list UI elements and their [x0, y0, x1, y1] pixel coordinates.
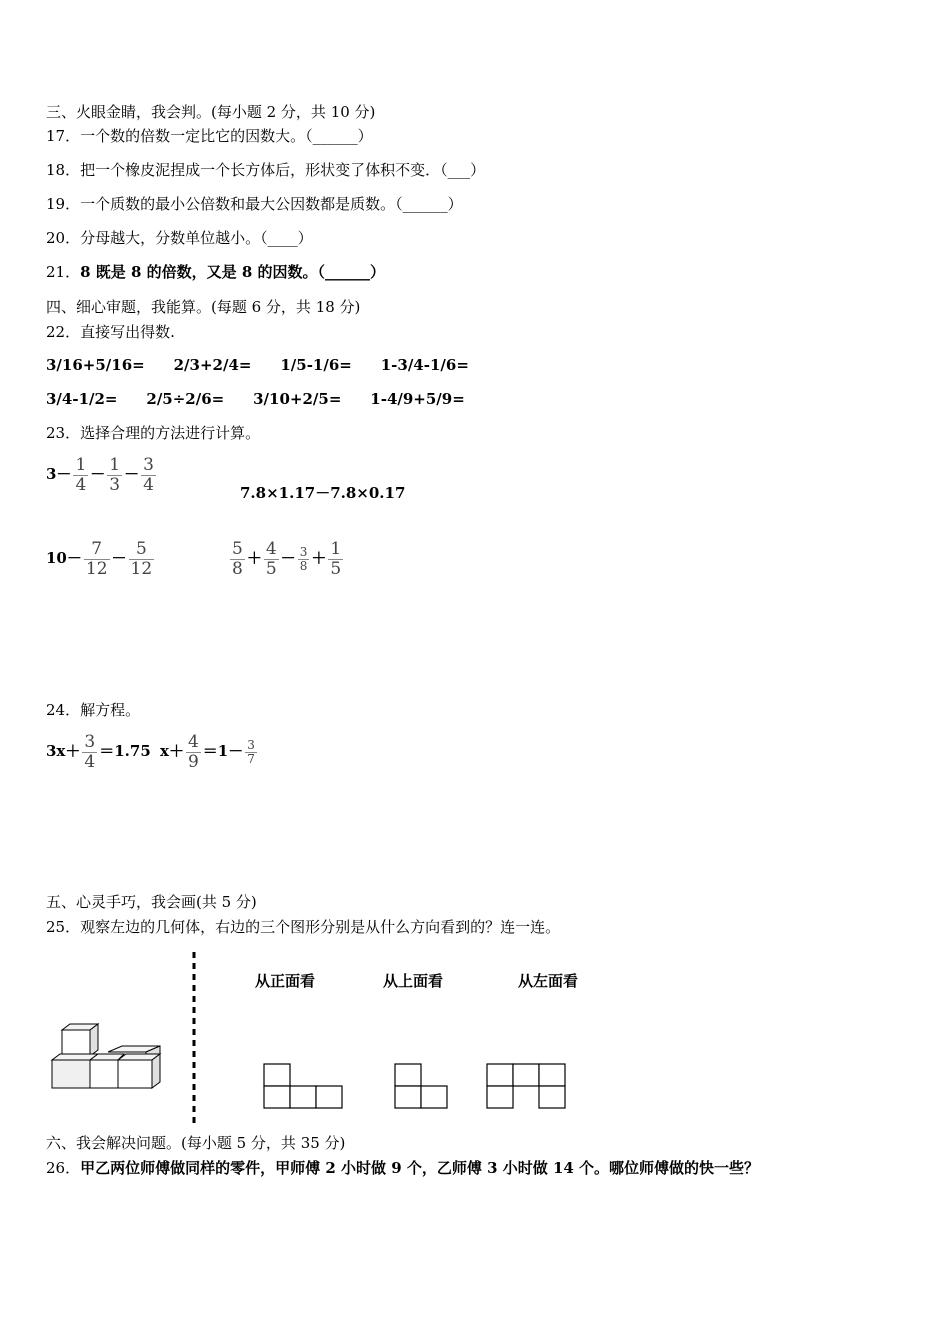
numerator: 1 — [109, 455, 121, 475]
question-21-text: 8 既是 8 的倍数，又是 8 的因数。（______） — [80, 263, 386, 281]
numerator: 3 — [299, 544, 308, 559]
expr1-fraction-2 — [107, 456, 122, 494]
expr1-lead: 3－ — [46, 465, 72, 484]
numerator: 5 — [232, 539, 243, 559]
expr3-lead: 10－ — [46, 549, 82, 568]
equation-2 — [160, 733, 259, 771]
expression-3 — [46, 540, 156, 578]
question-23: 23．选择合理的方法进行计算。 — [46, 424, 261, 442]
expression-1 — [46, 456, 158, 494]
view-label-top[interactable]: 从上面看 — [383, 972, 444, 990]
numerator: 7 — [84, 540, 110, 560]
equation-1 — [46, 733, 151, 771]
denominator: 5 — [265, 558, 277, 579]
expr4-fraction-1 — [230, 540, 245, 578]
denominator: 5 — [330, 558, 342, 579]
eq1-fraction — [82, 733, 97, 771]
question-26 — [46, 1158, 759, 1178]
expression-2: 7.8×1.17－7.8×0.17 — [240, 484, 406, 502]
expr1-fraction-1 — [73, 456, 88, 494]
expr1-op-2: － — [124, 465, 140, 484]
denominator: 4 — [75, 474, 87, 495]
expr4-op-3: ＋ — [311, 549, 327, 568]
eq2-fraction-1 — [186, 733, 201, 771]
denominator: 9 — [187, 751, 199, 772]
expr4-fraction-4 — [328, 540, 343, 578]
denominator: 3 — [109, 474, 121, 495]
question-22: 22．直接写出得数. — [46, 323, 175, 341]
question-26-text: 甲乙两位师傅做同样的零件，甲师傅 2 小时做 9 个，乙师傅 3 小时做 14 个。哪位师傅做的快一些？ — [80, 1159, 760, 1177]
expression-4 — [228, 540, 345, 578]
section4-heading: 四、细心审题，我能算。(每题 6 分，共 18 分) — [46, 298, 361, 316]
cube-solid-figure — [48, 1020, 170, 1092]
denominator: 8 — [232, 558, 243, 579]
numerator: 5 — [129, 540, 155, 560]
expr4-fraction-3 — [298, 546, 310, 573]
expr3-fraction-1 — [84, 540, 110, 578]
question-24: 24．解方程。 — [46, 701, 141, 719]
expr1-op-1: － — [90, 465, 106, 484]
eq2-lead: x＋ — [160, 742, 184, 761]
dashed-divider — [190, 952, 198, 1124]
numerator: 1 — [75, 455, 87, 475]
question-21-number: 21． — [46, 263, 81, 281]
denominator: 4 — [84, 751, 96, 772]
denominator: 12 — [130, 558, 153, 579]
eq2-fraction-2 — [245, 739, 257, 766]
expr3-fraction-2 — [129, 540, 155, 578]
question-21 — [46, 262, 385, 282]
calc-row-1: 3/16+5/16= 2/3+2/4= 1/5-1/6= 1-3/4-1/6= — [46, 356, 469, 374]
denominator: 12 — [85, 558, 108, 579]
eq2-mid: ＝1－ — [202, 742, 244, 761]
calc-row-2: 3/4-1/2= 2/5÷2/6= 3/10+2/5= 1-4/9+5/9= — [46, 390, 465, 408]
question-17: 17．一个数的倍数一定比它的因数大。（______） — [46, 127, 373, 145]
expr1-fraction-3 — [141, 456, 156, 494]
denominator: 7 — [247, 751, 255, 766]
section5-heading: 五、心灵手巧，我会画(共 5 分) — [46, 893, 257, 911]
numerator: 3 — [84, 732, 96, 752]
question-18: 18．把一个橡皮泥捏成一个长方体后，形状变了体积不变．（___） — [46, 161, 486, 179]
view-shape-2[interactable] — [394, 1063, 450, 1109]
view-shape-3[interactable] — [486, 1063, 568, 1109]
expr4-op-1: ＋ — [246, 549, 262, 568]
eq1-lead: 3x＋ — [46, 742, 81, 761]
question-26-number: 26． — [46, 1159, 81, 1177]
section6-heading: 六、我会解决问题。(每小题 5 分，共 35 分) — [46, 1134, 346, 1152]
section3-heading: 三、火眼金睛，我会判。(每小题 2 分，共 10 分) — [46, 103, 376, 121]
expr3-op-1: － — [111, 549, 127, 568]
numerator: 4 — [265, 539, 277, 559]
question-19: 19．一个质数的最小公倍数和最大公因数都是质数。（______） — [46, 195, 463, 213]
denominator: 8 — [299, 558, 308, 573]
question-25: 25．观察左边的几何体，右边的三个图形分别是从什么方向看到的？连一连。 — [46, 918, 561, 936]
numerator: 1 — [330, 539, 342, 559]
view-shape-1[interactable] — [263, 1063, 345, 1109]
numerator: 3 — [247, 737, 255, 752]
numerator: 4 — [187, 732, 199, 752]
eq1-tail: ＝1.75 — [99, 742, 151, 761]
expr4-fraction-2 — [264, 540, 279, 578]
question-20: 20．分母越大，分数单位越小。（____） — [46, 229, 313, 247]
expr4-op-2: － — [280, 549, 296, 568]
denominator: 4 — [143, 474, 154, 495]
view-label-front[interactable]: 从正面看 — [255, 972, 316, 990]
numerator: 3 — [143, 455, 154, 475]
view-label-left[interactable]: 从左面看 — [518, 972, 579, 990]
